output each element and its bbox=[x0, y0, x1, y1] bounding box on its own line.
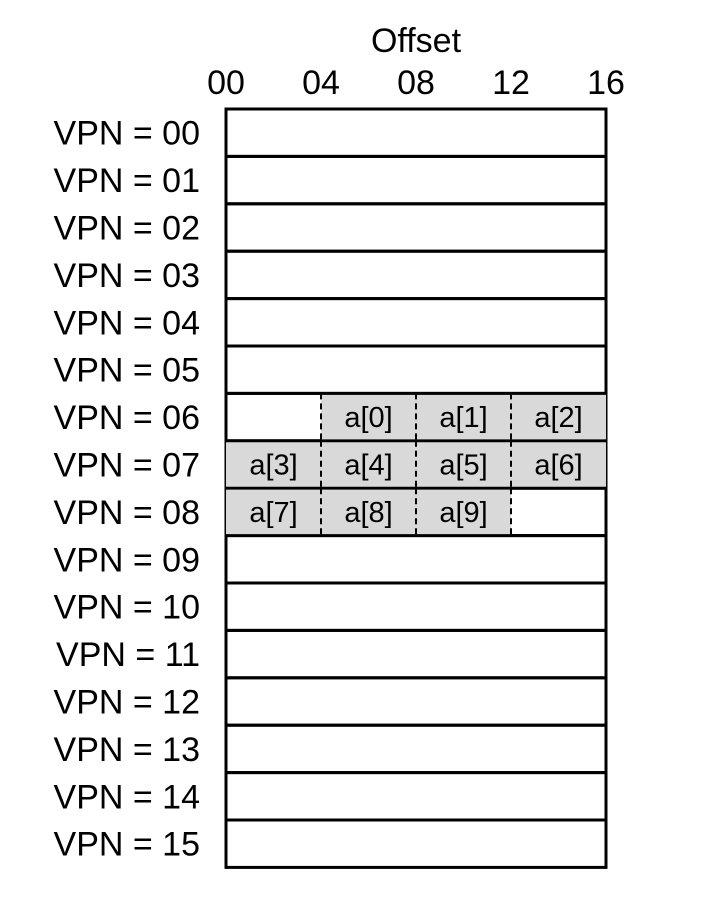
array-element-label-4: a[4] bbox=[344, 449, 393, 482]
vpn-label-3: VPN = 03 bbox=[53, 256, 200, 295]
page-row-10 bbox=[226, 583, 606, 630]
page-row-13 bbox=[226, 725, 606, 772]
vpn-label-14: VPN = 14 bbox=[53, 778, 200, 817]
vpn-label-1: VPN = 01 bbox=[53, 162, 200, 201]
vpn-label-12: VPN = 12 bbox=[53, 683, 200, 722]
vpn-label-2: VPN = 02 bbox=[53, 209, 200, 248]
offset-tick-00: 00 bbox=[207, 64, 245, 102]
offset-axis-title: Offset bbox=[370, 22, 462, 60]
page-row-11 bbox=[226, 630, 606, 677]
array-element-label-3: a[3] bbox=[249, 449, 298, 482]
array-element-label-0: a[0] bbox=[344, 402, 393, 435]
offset-tick-04: 04 bbox=[302, 64, 340, 102]
array-element-label-7: a[7] bbox=[249, 496, 298, 529]
page-row-14 bbox=[226, 773, 606, 820]
offset-axis-ticks bbox=[207, 64, 625, 102]
page-row-4 bbox=[226, 299, 606, 346]
vpn-label-6: VPN = 06 bbox=[53, 399, 200, 438]
vpn-label-11: VPN = 11 bbox=[56, 636, 200, 675]
vpn-label-9: VPN = 09 bbox=[53, 541, 200, 580]
vpn-labels bbox=[54, 115, 200, 864]
array-element-label-5: a[5] bbox=[439, 449, 488, 482]
array-element-label-1: a[1] bbox=[439, 402, 488, 435]
page-row-12 bbox=[226, 678, 606, 725]
page-row-9 bbox=[226, 536, 606, 583]
array-element-label-8: a[8] bbox=[344, 496, 393, 529]
vpn-label-8: VPN = 08 bbox=[53, 493, 200, 532]
offset-tick-12: 12 bbox=[492, 64, 530, 102]
offset-tick-16: 16 bbox=[587, 64, 625, 102]
page-row-1 bbox=[226, 156, 606, 203]
vpn-label-7: VPN = 07 bbox=[53, 446, 200, 485]
vpn-label-13: VPN = 13 bbox=[53, 730, 200, 769]
array-element-label-9: a[9] bbox=[439, 496, 488, 529]
page-row-2 bbox=[226, 204, 606, 251]
page-row-15 bbox=[226, 820, 606, 867]
array-element-label-2: a[2] bbox=[534, 402, 583, 435]
vpn-label-4: VPN = 04 bbox=[53, 304, 200, 343]
array-element-label-6: a[6] bbox=[534, 449, 583, 482]
vpn-label-10: VPN = 10 bbox=[53, 588, 200, 627]
offset-tick-08: 08 bbox=[397, 64, 435, 102]
vpn-label-0: VPN = 00 bbox=[53, 114, 200, 153]
page-row-0 bbox=[226, 109, 606, 156]
array-elements bbox=[226, 393, 606, 535]
page-row-3 bbox=[226, 251, 606, 298]
vpn-label-5: VPN = 05 bbox=[53, 351, 200, 390]
page-row-5 bbox=[226, 346, 606, 393]
vpn-label-15: VPN = 15 bbox=[53, 825, 200, 864]
